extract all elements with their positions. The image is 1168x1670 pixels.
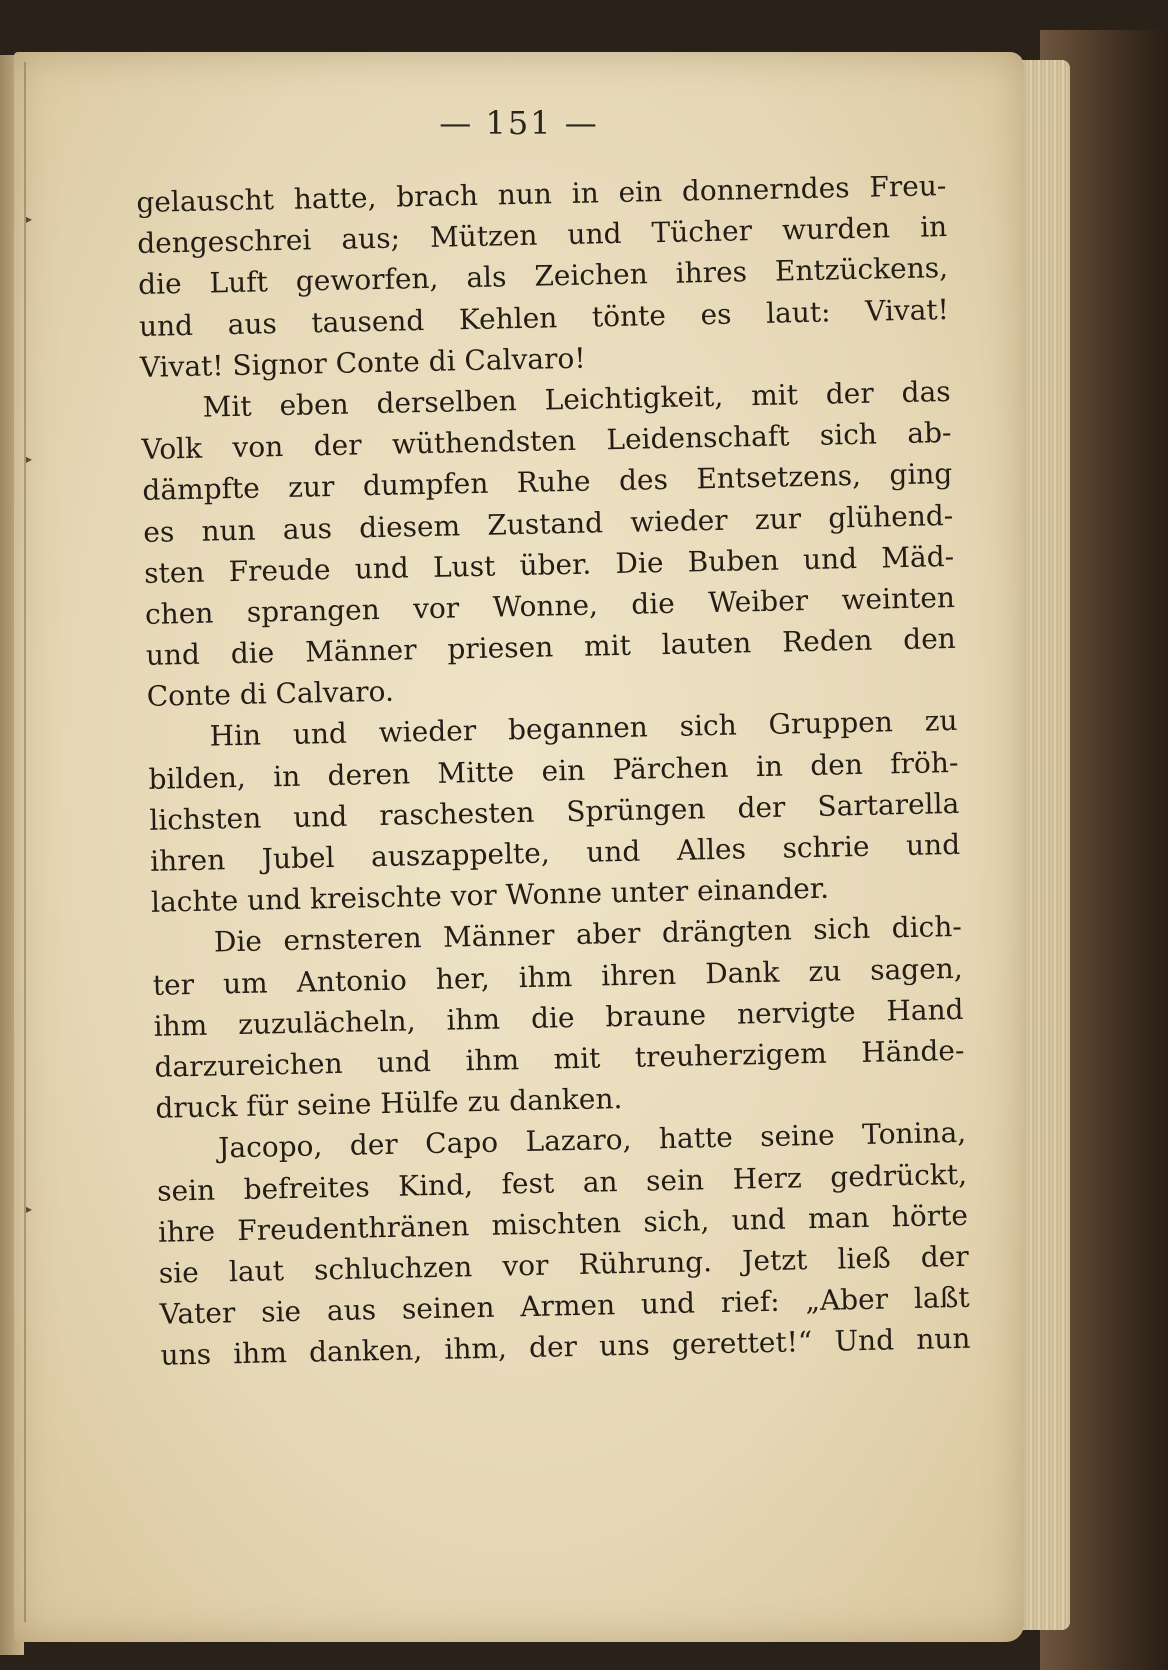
- text-line: Mit eben derselben Leichtigkeit, mit der das: [202, 374, 951, 424]
- text-line: Vater sie aus seinen Armen und rief: „Aber laßt: [159, 1280, 970, 1331]
- text-line: die Luft geworfen, als Zeichen ihres Entzückens,: [137, 251, 949, 302]
- text-line: lachte und kreischte vor Wonne unter einander.: [150, 871, 830, 920]
- text-line: Vivat! Signor Conte di Calvaro!: [139, 341, 586, 384]
- text-line: Hin und wieder begannen sich Gruppen zu: [209, 704, 958, 754]
- text-line: darzureichen und ihm mit treuherzigem Hände-: [154, 1033, 965, 1084]
- text-line: dämpfte zur dumpfen Ruhe des Entsetzens, ging: [142, 457, 953, 508]
- text-line: ihre Freudenthränen mischten sich, und man hörte: [157, 1198, 969, 1249]
- text-line: sein befreites Kind, fest an sein Herz gedrückt,: [156, 1157, 968, 1208]
- text-line: bilden, in deren Mitte ein Pärchen in den fröh-: [148, 745, 959, 796]
- text-line: ter um Antonio her, ihm ihren Dank zu sagen,: [152, 951, 963, 1002]
- gutter-line: [24, 62, 26, 1622]
- text-line: Die ernsteren Männer aber drängten sich dich-: [213, 910, 963, 959]
- body-text: [136, 165, 971, 1376]
- text-line: gelauscht hatte, brach nun in ein donnerndes Freu-: [136, 169, 947, 219]
- text-line: sten Freude und Lust über. Die Buben und Mäd-: [143, 539, 955, 590]
- text-line: sie laut schluchzen vor Rührung. Jetzt ließ der: [158, 1239, 970, 1290]
- text-line: uns ihm danken, ihm, der uns gerettet!“ Und nun: [160, 1322, 971, 1372]
- margin-mark: ▸: [26, 212, 33, 226]
- text-line: und aus tausend Kehlen tönte es laut: Vivat!: [138, 292, 950, 343]
- text-line: chen sprangen vor Wonne, die Weiber weinten: [144, 580, 956, 631]
- text-line: Volk von der wüthendsten Leidenschaft sich ab-: [141, 416, 952, 467]
- text-line: druck für seine Hülfe zu danken.: [155, 1082, 623, 1125]
- text-line: lichsten und raschesten Sprüngen der Sartarella: [149, 786, 960, 837]
- text-line: ihren Jubel auszappelte, und Alles schrie und: [149, 827, 961, 878]
- text-line: ihm zuzulächeln, ihm die braune nervigte Hand: [153, 992, 964, 1043]
- book-page: [14, 52, 1024, 1642]
- text-line: dengeschrei aus; Mützen und Tücher wurden in: [136, 210, 948, 261]
- text-line: Jacopo, der Capo Lazaro, hatte seine Tonina,: [217, 1116, 967, 1165]
- text-line: Conte di Calvaro.: [146, 674, 395, 714]
- text-line: es nun aus diesem Zustand wieder zur glühend-: [142, 498, 954, 549]
- margin-mark: ▸: [26, 452, 33, 466]
- margin-mark: ▸: [26, 1202, 33, 1216]
- page-number: — 151 —: [439, 104, 599, 142]
- text-line: und die Männer priesen mit lauten Reden den: [145, 621, 957, 672]
